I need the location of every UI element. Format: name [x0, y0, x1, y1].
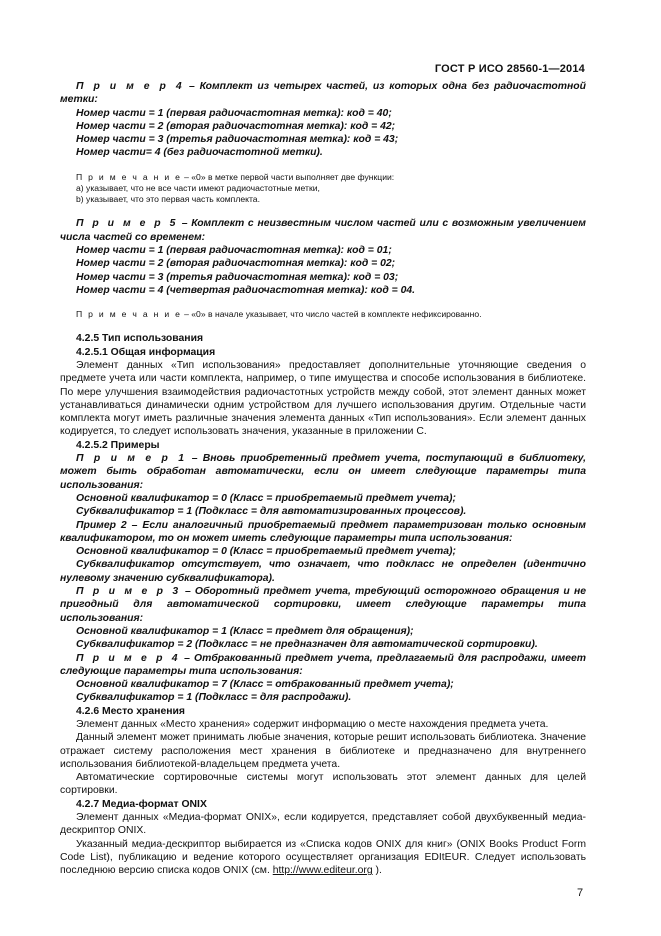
section-4-2-6-p1: Элемент данных «Место хранения» содержит информацию о месте нахождения предмета учета. [76, 718, 549, 730]
usage-example-2-line-1: Основной квалификатор = 0 (Класс = приобретаемый предмет учета); [76, 546, 456, 558]
example-5-line-1: Номер части = 1 (первая радиочастотная метка): код = 01; [76, 244, 392, 256]
example-4-line-3: Номер части = 3 (третья радиочастотная метка): код = 43; [76, 134, 399, 146]
section-4-2-5-1-text: Элемент данных «Тип использования» предоставляет дополнительные уточняющие сведения о предмете учета или части комплекта, например, о типе имущества и способе использования в библиотеке. По мере улучшения взаимодействия радиочастотных устройств между собой, этот элемент данных может устанавливаться динамически одним устройством для лучшего использования другим. Отдельные части комплекта могут иметь различные значения элемента данных «Тип использования». Если элемент данных кодируется, то следует использовать значения, указанные в приложении С. [60, 359, 586, 438]
editeur-link[interactable]: http://www.editeur.org [272, 865, 373, 877]
section-4-2-6-p3: Автоматические сортировочные системы могут использовать этот элемент данных для целей сортировки. [60, 772, 586, 797]
example-5-line-4: Номер части = 4 (четвертая радиочастотная метка): код = 04. [76, 284, 416, 296]
usage-example-2-line-2: Субквалификатор отсутствует, что означает, что подкласс не определен (идентично нулевому значению субквалификатора). [60, 559, 586, 584]
note-1: П р и м е ч а н и е – «0» в метке первой части выполняет две функции: [76, 171, 395, 182]
example-5-line-3: Номер части = 3 (третья радиочастотная метка): код = 03; [76, 271, 399, 283]
example-5-heading: П р и м е р 5 – Комплект с неизвестным числом частей или с возможным увеличением числа частей со временем: [60, 218, 586, 243]
usage-example-4: П р и м е р 4 – Отбракованный предмет учета, предлагаемый для распродажи, имеет следующие параметры типа использования: [60, 652, 586, 677]
section-4-2-6-p2: Данный элемент может принимать любые значения, которые решит использовать библиотека. Значение отражает систему расположения мест хранения в библиотеке и предназначено для внутреннего использования библиотекой-владельцем предмета учета. [60, 732, 586, 770]
example-5-line-2: Номер части = 2 (вторая радиочастотная метка): код = 02; [76, 258, 396, 270]
usage-example-4-line-1: Основной квалификатор = 7 (Класс = отбракованный предмет учета); [76, 679, 454, 691]
usage-example-2: Пример 2 – Если аналогичный приобретаемый предмет параметризован только основным квалификатором, то он может иметь следующие параметры типа использования: [60, 519, 586, 544]
usage-example-3-line-2: Субквалификатор = 2 (Подкласс = не предназначен для автоматической сортировки). [76, 639, 538, 651]
example-4-line-2: Номер части = 2 (вторая радиочастотная метка): код = 42; [76, 120, 396, 132]
section-4-2-5-title: 4.2.5 Тип использования [76, 333, 204, 345]
usage-example-3-line-1: Основной квалификатор = 1 (Класс = предмет для обращения); [76, 625, 414, 637]
section-4-2-7-p1: Элемент данных «Медиа-формат ONIX», если кодируется, представляет собой двухбуквенный медиа-дескриптор ONIX. [60, 812, 586, 837]
example-4-line-4: Номер части= 4 (без радиочастотной метки). [76, 147, 323, 159]
section-4-2-6-title: 4.2.6 Место хранения [76, 705, 185, 717]
document-header: ГОСТ Р ИСО 28560-1—2014 [434, 63, 585, 75]
usage-example-1: П р и м е р 1 – Вновь приобретенный предмет учета, поступающий в библиотеку, может быть обработан автоматически, если он имеет следующие параметры типа использования: [60, 453, 586, 491]
usage-example-4-line-2: Субквалификатор = 1 (Подкласс = для распродажи). [76, 692, 352, 704]
note-2: П р и м е ч а н и е – «0» в начале указывает, что число частей в комплекте нефиксированно. [76, 309, 482, 320]
section-4-2-5-1-title: 4.2.5.1 Общая информация [76, 346, 216, 358]
example-4-line-1: Номер части = 1 (первая радиочастотная метка): код = 40; [76, 107, 392, 119]
note-1-item-b: b) указывает, что это первая часть комплекта. [76, 194, 260, 205]
section-4-2-7-title: 4.2.7 Медиа-формат ONIX [76, 798, 207, 810]
note-1-item-a: a) указывает, что не все части имеют радиочастотные метки, [76, 182, 320, 193]
section-4-2-7-p2: Указанный медиа-дескриптор выбирается из «Списка кодов ONIX для книг» (ONIX Books Product Form Code List), публикацию и ведение которого осуществляет организация EDItEUR. Следует использовать последнюю версию списка кодов ONIX (см. http://www.editeur.org ). [60, 838, 586, 877]
page-number: 7 [577, 887, 584, 899]
usage-example-1-line-1: Основной квалификатор = 0 (Класс = приобретаемый предмет учета); [76, 492, 456, 504]
section-4-2-5-2-title: 4.2.5.2 Примеры [76, 439, 160, 451]
usage-example-3: П р и м е р 3 – Оборотный предмет учета, требующий осторожного обращения и не пригодный для автоматической сортировки, имеет следующие параметры типа использования: [60, 586, 586, 624]
usage-example-1-line-2: Субквалификатор = 1 (Подкласс = для автоматизированных процессов). [76, 506, 467, 518]
example-4-heading: П р и м е р 4 – Комплект из четырех частей, из которых одна без радиочастотной метки: [60, 81, 586, 106]
page-content [60, 80, 586, 878]
